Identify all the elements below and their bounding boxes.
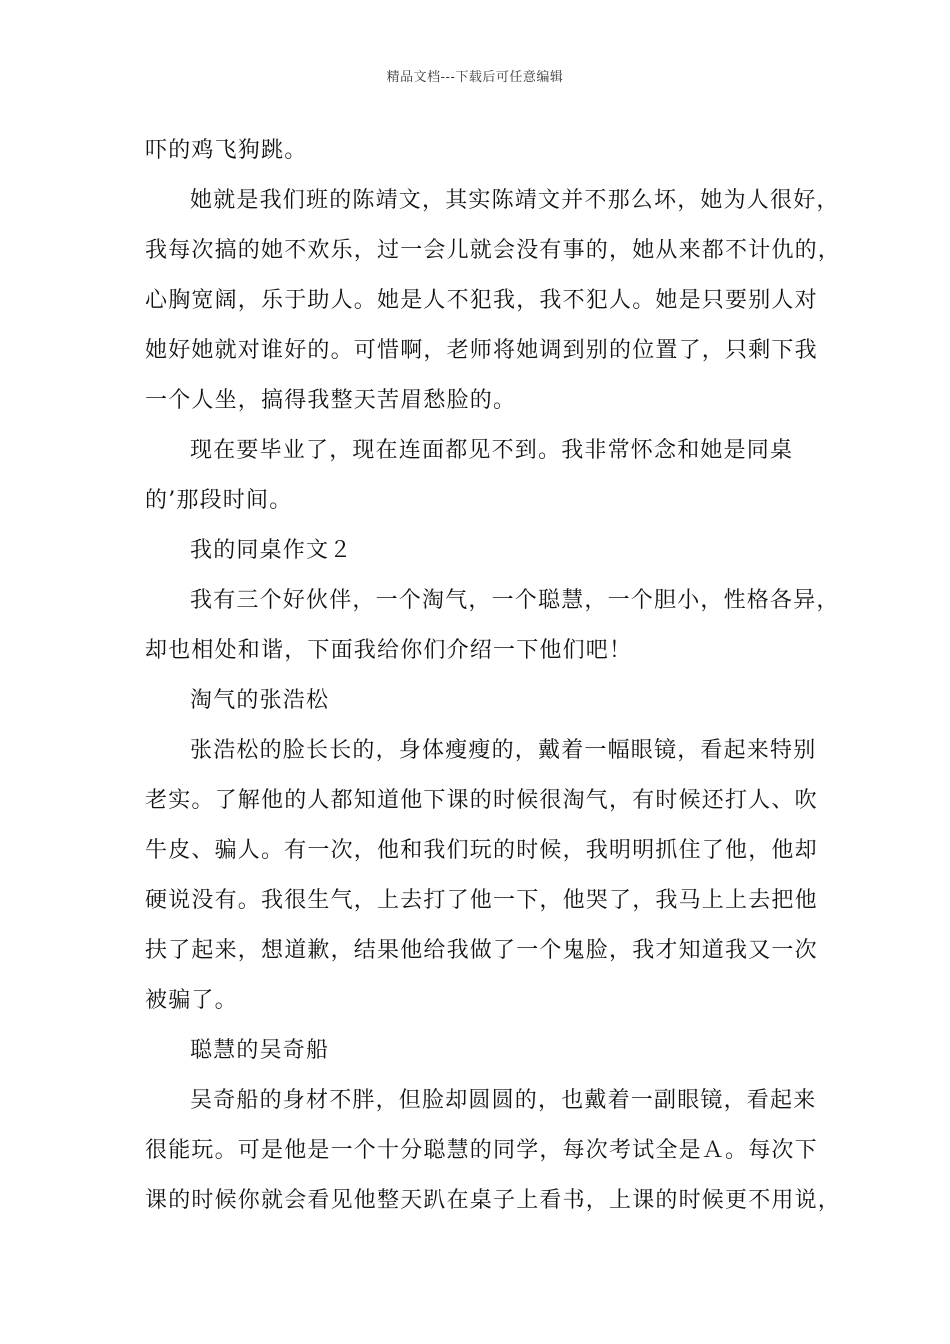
text-line: 张浩松的脸长长的，身体瘦瘦的，戴着一幅眼镜，看起来特别 — [190, 738, 817, 763]
text-line: 被骗了。 — [145, 988, 238, 1013]
text-line: 我每次搞的她不欢乐，过一会儿就会没有事的，她从来都不计仇的， — [145, 238, 842, 263]
section-heading: 我的同桌作文２ — [190, 538, 353, 563]
text-line: 吴奇船的身材不胖，但脸却圆圆的，也戴着一副眼镜，看起来 — [190, 1088, 817, 1113]
text-line: 吓的鸡飞狗跳。 — [145, 138, 308, 163]
subheading: 淘气的张浩松 — [190, 688, 330, 713]
text-line: 我有三个好伙伴，一个淘气，一个聪慧，一个胆小，性格各异， — [190, 588, 840, 613]
text-line: 硬说没有。我很生气，上去打了他一下，他哭了，我马上上去把他 — [145, 888, 818, 913]
text-line: 现在要毕业了，现在连面都见不到。我非常怀念和她是同桌 — [190, 438, 794, 463]
text-line: 很能玩。可是他是一个十分聪慧的同学，每次考试全是Ａ。每次下 — [145, 1138, 818, 1163]
text-line: 却也相处和谐，下面我给你们介绍一下他们吧！ — [145, 638, 633, 663]
text-line: 课的时候你就会看见他整天趴在桌子上看书，上课的时候更不用说， — [145, 1188, 842, 1213]
text-line: 她就是我们班的陈靖文，其实陈靖文并不那么坏，她为人很好， — [190, 188, 840, 213]
subheading: 聪慧的吴奇船 — [190, 1038, 330, 1063]
text-line: 的’那段时间。 — [145, 488, 293, 513]
text-line: 老实。了解他的人都知道他下课的时候很淘气，有时候还打人、吹 — [145, 788, 818, 813]
text-line: 扶了起来，想道歉，结果他给我做了一个鬼脸，我才知道我又一次 — [145, 938, 818, 963]
text-line: 心胸宽阔，乐于助人。她是人不犯我，我不犯人。她是只要别人对 — [145, 288, 818, 313]
text-line: 一个人坐，搞得我整天苦眉愁脸的。 — [145, 388, 517, 413]
text-line: 她好她就对谁好的。可惜啊，老师将她调到别的位置了，只剩下我 — [145, 338, 818, 363]
page-header: 精品文档---下载后可任意编辑 — [386, 70, 564, 85]
text-line: 牛皮、骗人。有一次，他和我们玩的时候，我明明抓住了他，他却 — [145, 838, 818, 863]
